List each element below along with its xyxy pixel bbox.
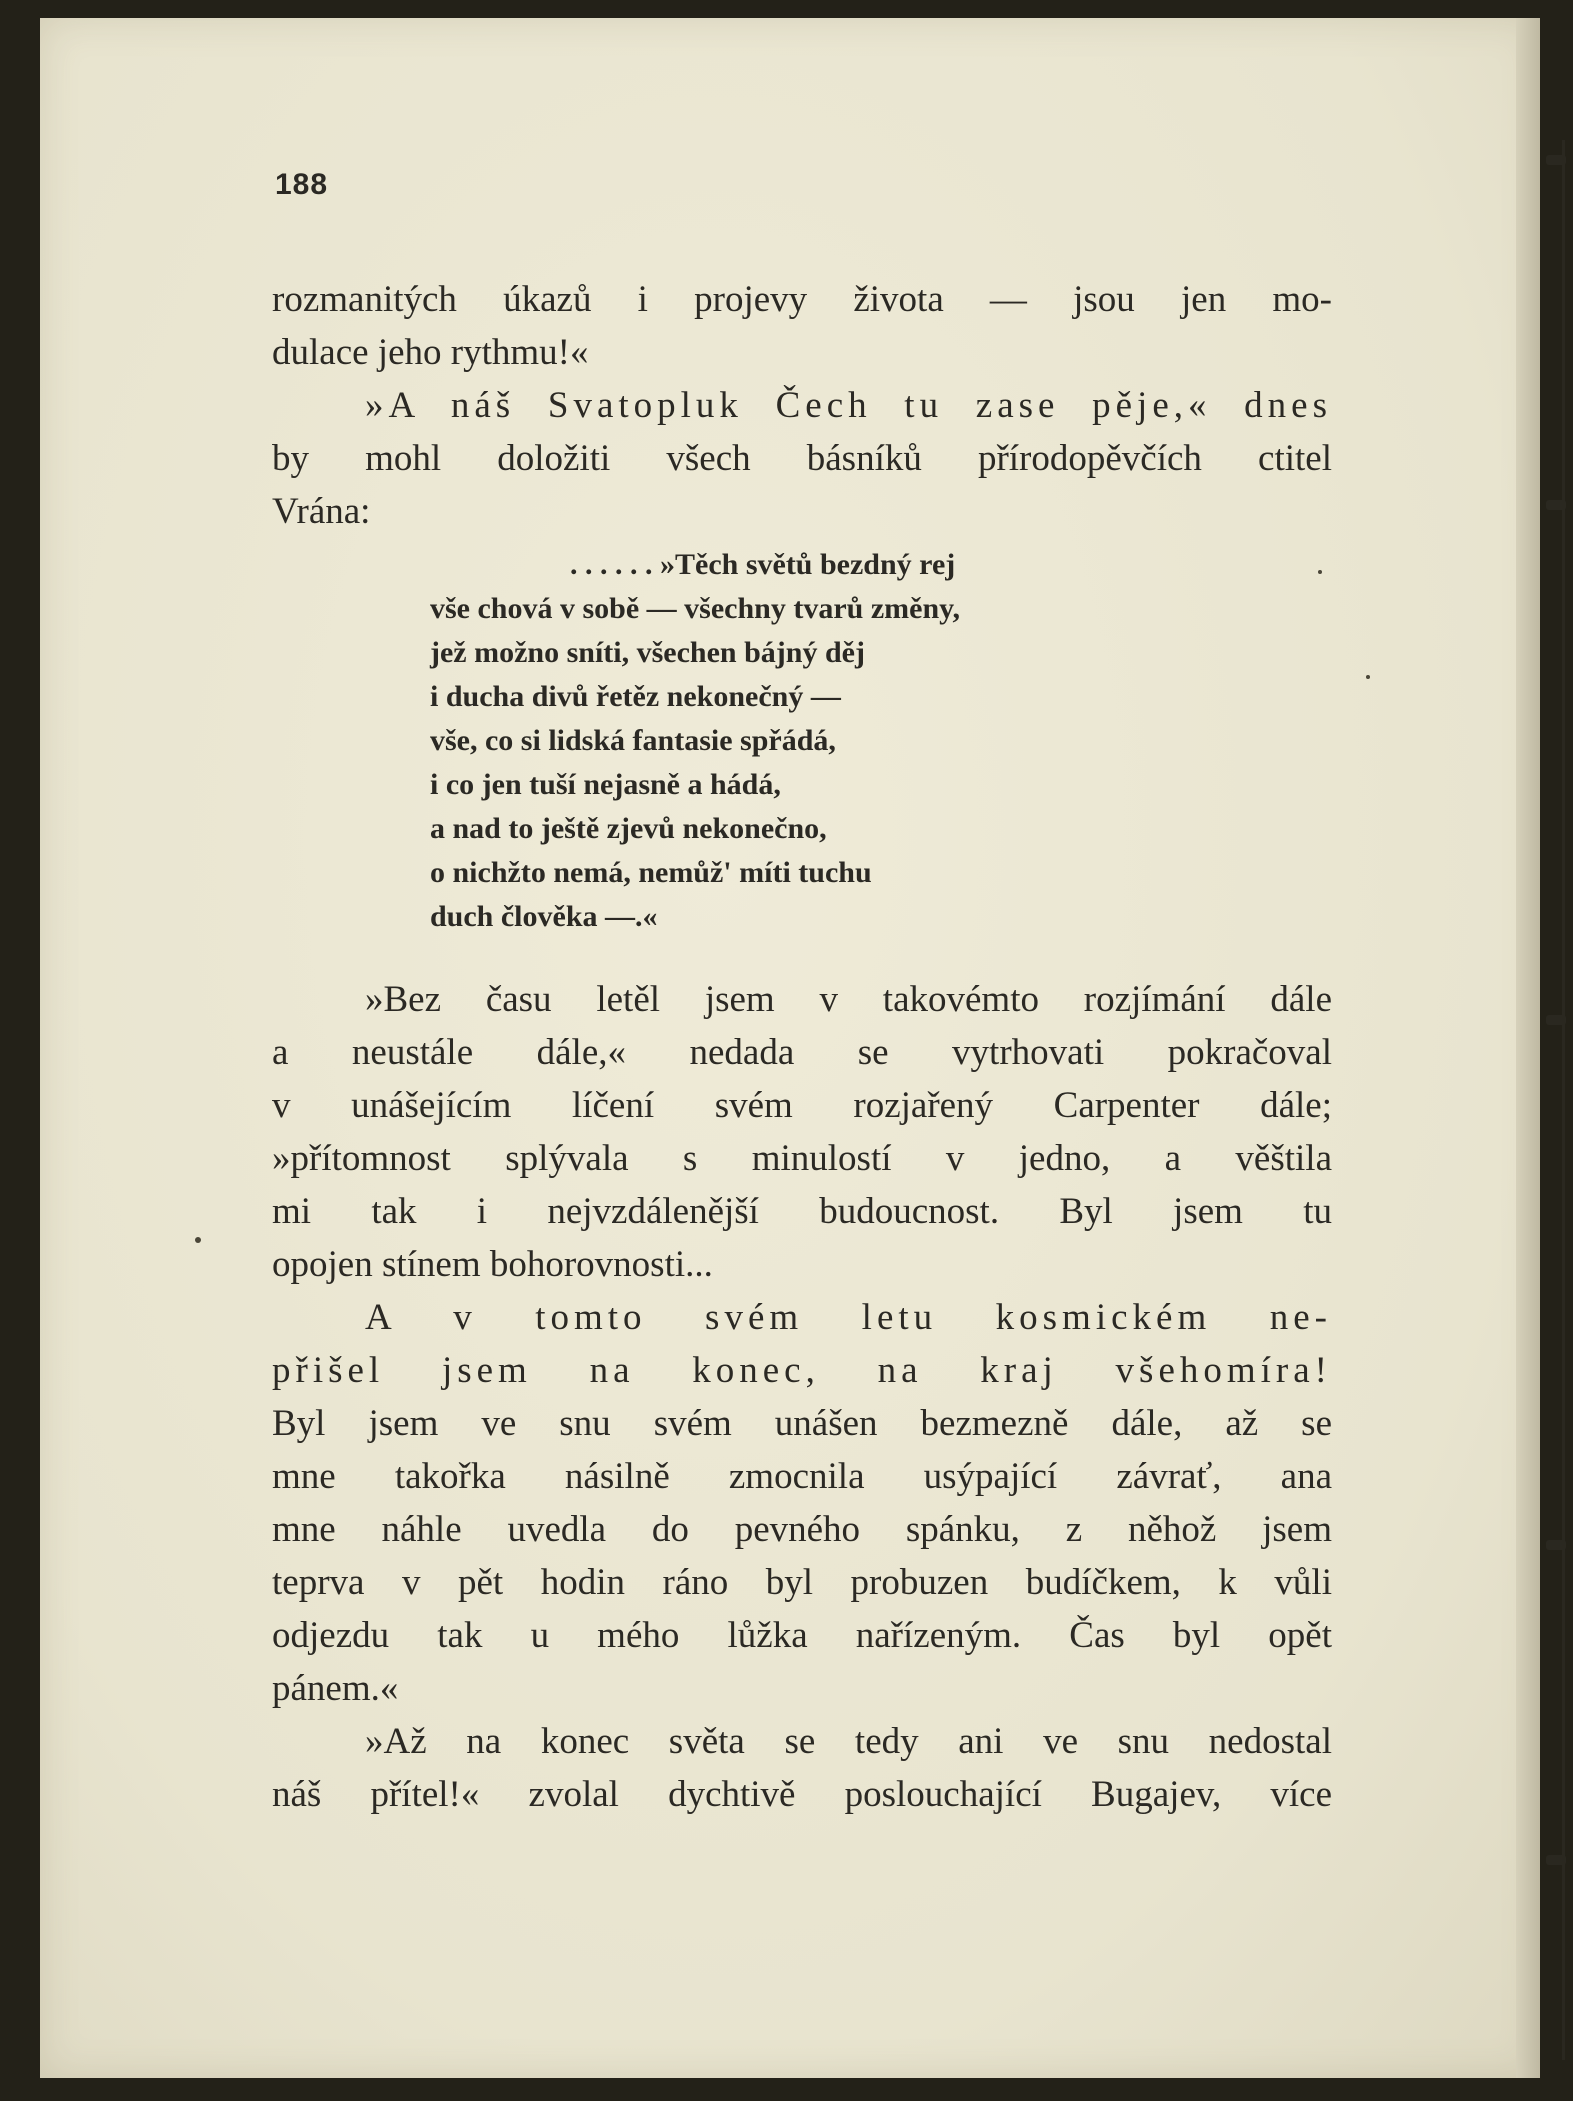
edge-mark bbox=[1546, 155, 1566, 165]
text-line: v unášejícím líčení svém rozjařený Carpenter dále; bbox=[272, 1085, 1332, 1126]
text-line: by mohl doložiti všech básníků přírodopěvčích ctitel bbox=[272, 438, 1332, 479]
text-line: »A náš Svatopluk Čech tu zase pěje,« dnes bbox=[365, 385, 1332, 426]
poem-line: i ducha divů řetěz nekonečný — bbox=[430, 680, 841, 713]
poem-line: duch člověka —.« bbox=[430, 900, 658, 933]
poem-line: vše chová v sobě — všechny tvarů změny, bbox=[430, 592, 960, 625]
ink-speck bbox=[195, 1237, 201, 1243]
text-line: přišel jsem na konec, na kraj všehomíra! bbox=[272, 1350, 1332, 1391]
edge-mark bbox=[1546, 1540, 1566, 1550]
text-line: náš přítel!« zvolal dychtivě poslouchající Bugajev, více bbox=[272, 1774, 1332, 1815]
poem-line: a nad to ještě zjevů nekonečno, bbox=[430, 812, 827, 845]
poem-line: jež možno sníti, všechen bájný děj bbox=[430, 636, 865, 669]
text-line: teprva v pět hodin ráno byl probuzen budíčkem, k vůli bbox=[272, 1562, 1332, 1603]
text-line: A v tomto svém letu kosmickém ne- bbox=[365, 1297, 1332, 1338]
ink-speck bbox=[1366, 675, 1370, 679]
text-line: Vrána: bbox=[272, 491, 371, 532]
text-line: odjezdu tak u mého lůžka nařízeným. Čas byl opět bbox=[272, 1615, 1332, 1656]
poem-line: vše, co si lidská fantasie spřádá, bbox=[430, 724, 836, 757]
text-line: opojen stínem bohorovnosti... bbox=[272, 1244, 713, 1285]
text-line: »Až na konec světa se tedy ani ve snu nedostal bbox=[365, 1721, 1332, 1762]
adjacent-page-edge bbox=[1562, 140, 1565, 2060]
poem-line: i co jen tuší nejasně a hádá, bbox=[430, 768, 781, 801]
text-line: dulace jeho rythmu!« bbox=[272, 332, 589, 373]
text-line: mne takořka násilně zmocnila usýpající závrať, ana bbox=[272, 1456, 1332, 1497]
edge-mark bbox=[1546, 1855, 1566, 1865]
poem-line: o nichžto nemá, nemůž' míti tuchu bbox=[430, 856, 872, 889]
edge-mark bbox=[1546, 500, 1566, 510]
page-fold-shadow bbox=[1516, 18, 1540, 2078]
text-line: mne náhle uvedla do pevného spánku, z něhož jsem bbox=[272, 1509, 1332, 1550]
edge-mark bbox=[1546, 1015, 1566, 1025]
text-line: »přítomnost splývala s minulostí v jedno, a věštila bbox=[272, 1138, 1332, 1179]
text-line: rozmanitých úkazů i projevy života — jsou jen mo- bbox=[272, 279, 1332, 320]
poem-line: . . . . . . »Těch světů bezdný rej bbox=[570, 548, 956, 581]
text-line: mi tak i nejvzdálenější budoucnost. Byl jsem tu bbox=[272, 1191, 1332, 1232]
text-line: a neustále dále,« nedada se vytrhovati pokračoval bbox=[272, 1032, 1332, 1073]
text-line: Byl jsem ve snu svém unášen bezmezně dále, až se bbox=[272, 1403, 1332, 1444]
ink-speck bbox=[1318, 570, 1322, 574]
page-number: 188 bbox=[275, 168, 329, 201]
text-line: »Bez času letěl jsem v takovémto rozjímání dále bbox=[365, 979, 1332, 1020]
text-line: pánem.« bbox=[272, 1668, 399, 1709]
